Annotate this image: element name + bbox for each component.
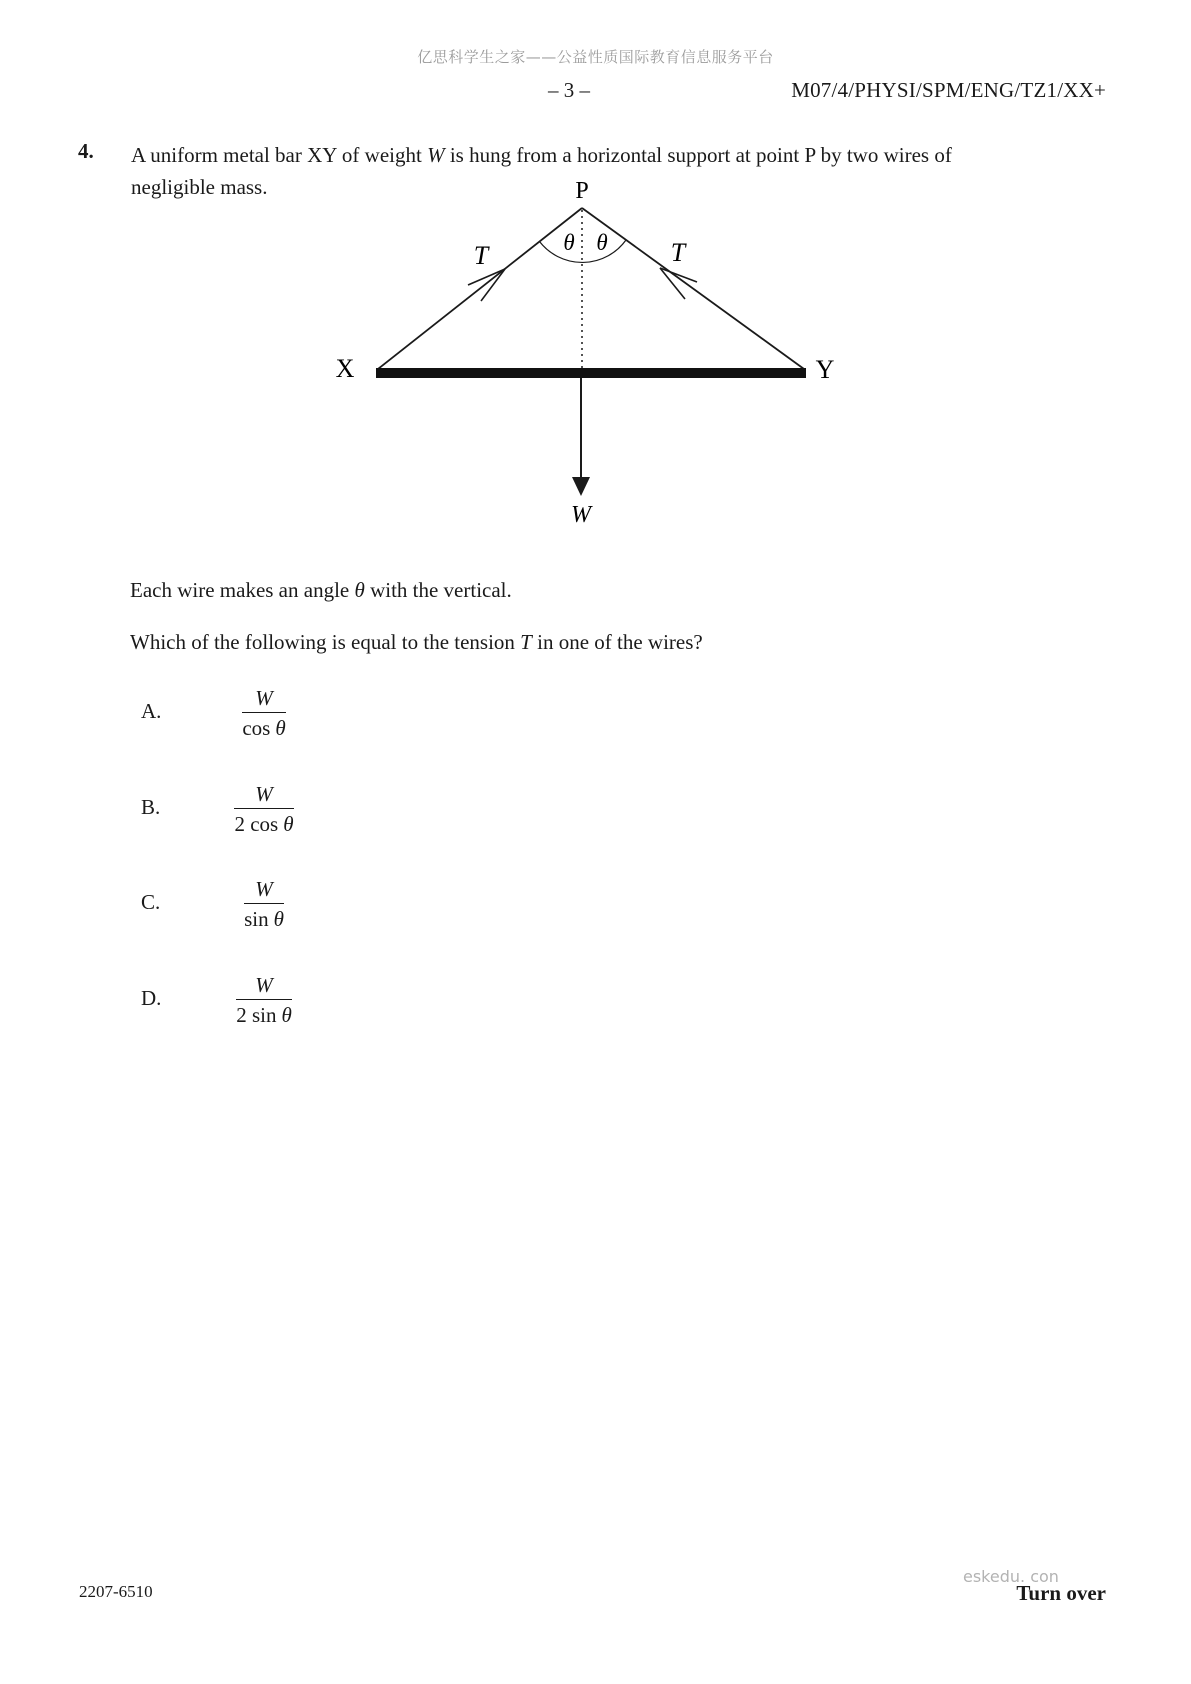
option-b-letter: B. [141, 795, 161, 819]
theta-right-label: θ [596, 230, 608, 255]
weight-arrowhead [572, 477, 590, 496]
option-a [0, 686, 600, 746]
option-b-den-prefix: 2 cos [234, 812, 279, 836]
header-watermark: 亿思科学生之家——公益性质国际教育信息服务平台 [417, 48, 774, 66]
statement-part1: Each wire makes an angle [130, 578, 355, 602]
weight-symbol: W [427, 143, 445, 167]
statement-part2: with the vertical. [364, 578, 512, 602]
option-b-numerator: W [234, 782, 293, 809]
question-text-part2: is hung from a horizontal support at point P by two wires of [444, 143, 952, 167]
weight-label: W [571, 502, 591, 528]
option-b [0, 782, 600, 842]
theta-left-label: θ [563, 230, 575, 255]
footer-paper-id: 2207-6510 [79, 1582, 153, 1601]
option-c-den-prefix: sin [244, 907, 269, 931]
x-end-label: X [335, 354, 355, 383]
prompt-part2: in one of the wires? [531, 630, 703, 654]
option-a-fraction-stack [242, 686, 285, 742]
force-diagram [280, 170, 850, 530]
option-d-numerator: W [236, 973, 292, 1000]
prompt-part1: Which of the following is equal to the tension [130, 630, 521, 654]
option-c-fraction-stack [244, 877, 284, 933]
option-c-letter: C. [141, 890, 161, 914]
tension-right-label: T [670, 238, 686, 267]
y-end-label: Y [815, 355, 835, 384]
option-c-denominator [244, 904, 284, 933]
question-line-2: negligible mass. [131, 175, 268, 199]
option-a-letter: A. [141, 699, 162, 723]
metal-bar [376, 368, 806, 378]
option-c-fraction [212, 877, 316, 933]
right-wire [582, 208, 804, 369]
tension-symbol: T [520, 630, 532, 654]
option-a-numerator: W [242, 686, 285, 713]
left-wire [378, 208, 582, 369]
paper-code: M07/4/PHYSI/SPM/ENG/TZ1/XX+ [791, 78, 1106, 102]
option-b-denominator [234, 809, 293, 838]
option-d-fraction [212, 973, 316, 1029]
turn-over-label: Turn over [1016, 1581, 1106, 1605]
page-number: – 3 – [548, 78, 590, 102]
option-a-fraction [212, 686, 316, 742]
option-d-fraction-stack [236, 973, 292, 1029]
question-line-1 [131, 139, 1051, 171]
option-c-numerator: W [244, 877, 284, 904]
footer-watermark: eskedu. con [963, 1567, 1059, 1586]
option-c-den-theta: θ [273, 907, 284, 931]
theta-symbol: θ [354, 578, 365, 602]
option-b-den-theta: θ [283, 812, 294, 836]
option-c [0, 877, 600, 937]
question-text-part1: A uniform metal bar XY of weight [131, 143, 428, 167]
right-tension-arrowhead [660, 268, 697, 299]
option-d-den-theta: θ [281, 1003, 292, 1027]
option-a-denominator [242, 713, 285, 742]
option-a-den-theta: θ [275, 716, 286, 740]
apex-label: P [575, 178, 589, 204]
question-number: 4. [78, 139, 94, 163]
option-d [0, 973, 600, 1033]
statement-line [130, 578, 512, 603]
option-b-fraction-stack [234, 782, 293, 838]
option-b-fraction [212, 782, 316, 838]
option-d-letter: D. [141, 986, 162, 1010]
prompt-line [130, 630, 703, 655]
option-d-denominator [236, 1000, 292, 1029]
option-a-den-prefix: cos [242, 716, 271, 740]
tension-left-label: T [473, 241, 489, 270]
option-d-den-prefix: 2 sin [236, 1003, 277, 1027]
